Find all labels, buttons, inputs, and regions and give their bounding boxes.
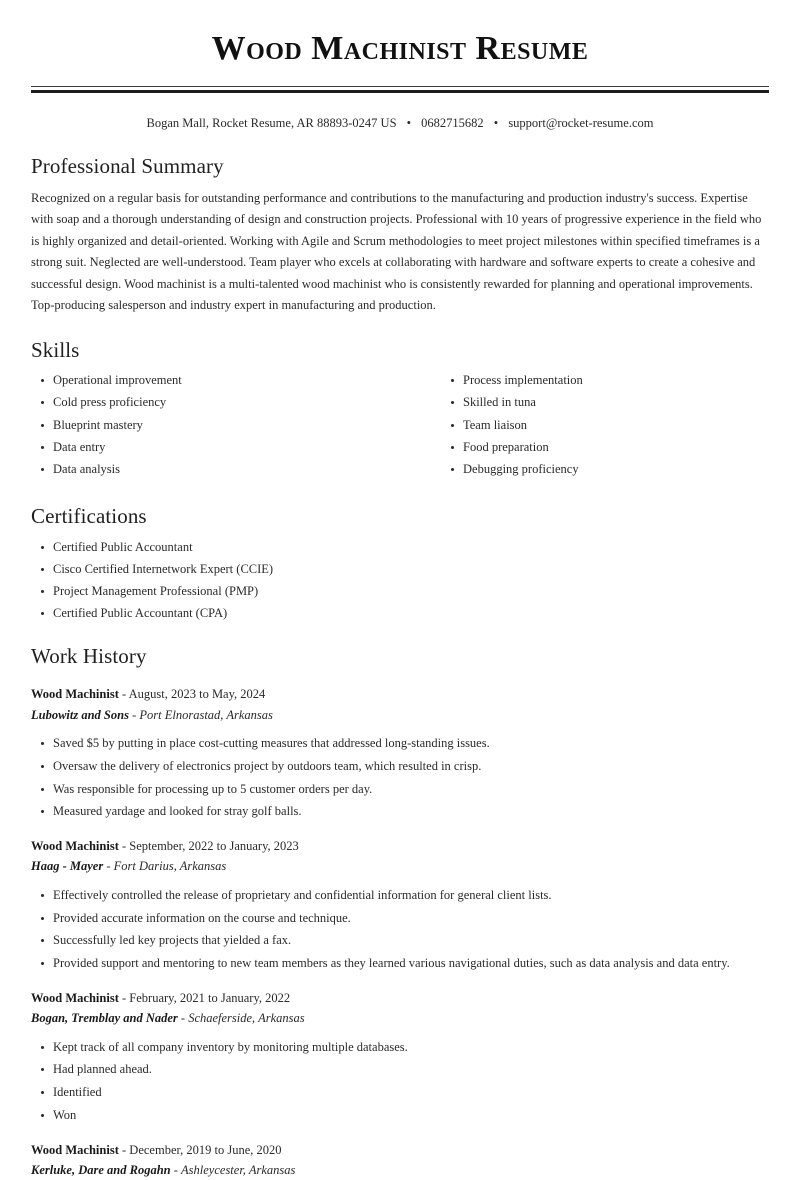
list-item: Blueprint mastery: [31, 417, 400, 435]
skills-column-right: [400, 372, 769, 483]
job-title: Wood Machinist: [31, 990, 119, 1005]
list-item: Project Management Professional (PMP): [31, 583, 769, 601]
job-separator: -: [122, 839, 127, 854]
contact-phone: 0682715682: [421, 116, 484, 131]
job-location: Fort Darius, Arkansas: [113, 859, 227, 874]
job-company-line: [31, 1009, 769, 1028]
job-separator: -: [122, 1142, 127, 1157]
contact-separator-1: •: [406, 116, 412, 131]
job-bullets: [31, 887, 769, 973]
skills-column-left: [31, 372, 400, 483]
section-professional-summary: [31, 153, 769, 317]
work-history-entry: [31, 837, 769, 973]
list-item: Oversaw the delivery of electronics project by outdoors team, which resulted in crisp.: [31, 758, 769, 776]
job-header-line: [31, 1141, 769, 1160]
job-company: Bogan, Tremblay and Nader: [31, 1011, 178, 1026]
list-item: Saved $5 by putting in place cost-cutting measures that addressed long-standing issues.: [31, 735, 769, 753]
job-company: Kerluke, Dare and Rogahn: [31, 1162, 171, 1177]
section-heading-summary: Professional Summary: [31, 153, 224, 178]
list-item: Team liaison: [441, 417, 769, 435]
contact-line: [31, 115, 769, 133]
job-dates: December, 2019 to June, 2020: [129, 1142, 282, 1157]
job-separator: -: [122, 687, 127, 702]
job-header-line: [31, 989, 769, 1008]
skills-columns: [31, 372, 769, 483]
job-header-line: [31, 685, 769, 704]
list-item: Measured yardage and looked for stray golf balls.: [31, 803, 769, 821]
list-item: Data entry: [31, 439, 400, 457]
job-location: Port Elnorastad, Arkansas: [139, 707, 273, 722]
job-separator: -: [106, 859, 111, 874]
job-company: Haag - Mayer: [31, 859, 104, 874]
list-item: Identified: [31, 1084, 769, 1102]
job-company-line: [31, 1161, 769, 1180]
job-company-line: [31, 706, 769, 725]
job-separator: -: [173, 1162, 178, 1177]
job-dates: February, 2021 to January, 2022: [129, 990, 291, 1005]
list-item: Successfully led key projects that yielded a fax.: [31, 932, 769, 950]
divider-thin-rule: [31, 86, 769, 87]
list-item: Certified Public Accountant (CPA): [31, 605, 769, 623]
job-title: Wood Machinist: [31, 1142, 119, 1157]
section-heading-certifications: Certifications: [31, 504, 147, 529]
job-dates: September, 2022 to January, 2023: [129, 839, 299, 854]
list-item: Process implementation: [441, 372, 769, 390]
work-history-entry: [31, 989, 769, 1125]
job-location: Schaeferside, Arkansas: [188, 1011, 305, 1026]
job-company-line: [31, 857, 769, 876]
section-certifications: [31, 503, 769, 623]
certifications-list: [31, 539, 769, 624]
contact-address: Bogan Mall, Rocket Resume, AR 88893-0247 US: [146, 116, 397, 131]
job-company: Lubowitz and Sons: [31, 707, 129, 722]
summary-text: Recognized on a regular basis for outstanding performance and contributions to the manufacturing and production industry's success. Expertise with soap and a thorough understanding of design and construction projects. Professional with 10 years of progressive experience in the field who is highly organized and detail-oriented. Working with Agile and Scrum methodologies to meet project milestones within specified timeframes is a strong suit. Neglected are well-understood. Team player who excels at collaborating with hardware and software experts to create a cohesive and successful design. Wood machinist is a multi-talented wood machinist who is consistently rewarded for planning and operational improvements. Top-producing salesperson and industry expert in manufacturing and production.: [31, 190, 762, 313]
list-item: Cold press proficiency: [31, 394, 400, 412]
page-title: Wood Machinist Resume: [211, 30, 589, 67]
list-item: Won: [31, 1107, 769, 1125]
list-item: Debugging proficiency: [441, 461, 769, 479]
job-title: Wood Machinist: [31, 687, 119, 702]
list-item: Provided accurate information on the course and technique.: [31, 910, 769, 928]
job-header-line: [31, 837, 769, 856]
section-skills: [31, 337, 769, 484]
list-item: Kept track of all company inventory by monitoring multiple databases.: [31, 1039, 769, 1057]
job-bullets: [31, 1039, 769, 1125]
list-item: Cisco Certified Internetwork Expert (CCIE): [31, 561, 769, 579]
job-dates: August, 2023 to May, 2024: [128, 687, 266, 702]
list-item: Certified Public Accountant: [31, 539, 769, 557]
skills-list-right: [441, 372, 769, 479]
contact-email: support@rocket-resume.com: [508, 116, 654, 131]
section-work-history: [31, 643, 769, 1180]
divider-thick-rule: [31, 90, 769, 93]
job-location: Ashleycester, Arkansas: [181, 1162, 296, 1177]
job-bullets: [31, 735, 769, 821]
job-title: Wood Machinist: [31, 839, 119, 854]
list-item: Food preparation: [441, 439, 769, 457]
list-item: Data analysis: [31, 461, 400, 479]
work-history-entry: [31, 1141, 769, 1180]
list-item: Effectively controlled the release of proprietary and confidential information for general client lists.: [31, 887, 769, 905]
list-item: Skilled in tuna: [441, 394, 769, 412]
list-item: Had planned ahead.: [31, 1061, 769, 1079]
job-separator: -: [132, 707, 137, 722]
header-divider: [31, 86, 769, 95]
section-heading-work-history: Work History: [31, 644, 147, 669]
list-item: Was responsible for processing up to 5 customer orders per day.: [31, 781, 769, 799]
job-separator: -: [122, 990, 127, 1005]
job-separator: -: [180, 1011, 186, 1026]
section-heading-skills: Skills: [31, 337, 80, 362]
work-history-entry: [31, 685, 769, 821]
list-item: Operational improvement: [31, 372, 400, 390]
skills-list-left: [31, 372, 400, 479]
contact-separator-2: •: [493, 116, 499, 131]
list-item: Provided support and mentoring to new team members as they learned various navigational duties, such as data analysis and data entry.: [31, 955, 769, 973]
